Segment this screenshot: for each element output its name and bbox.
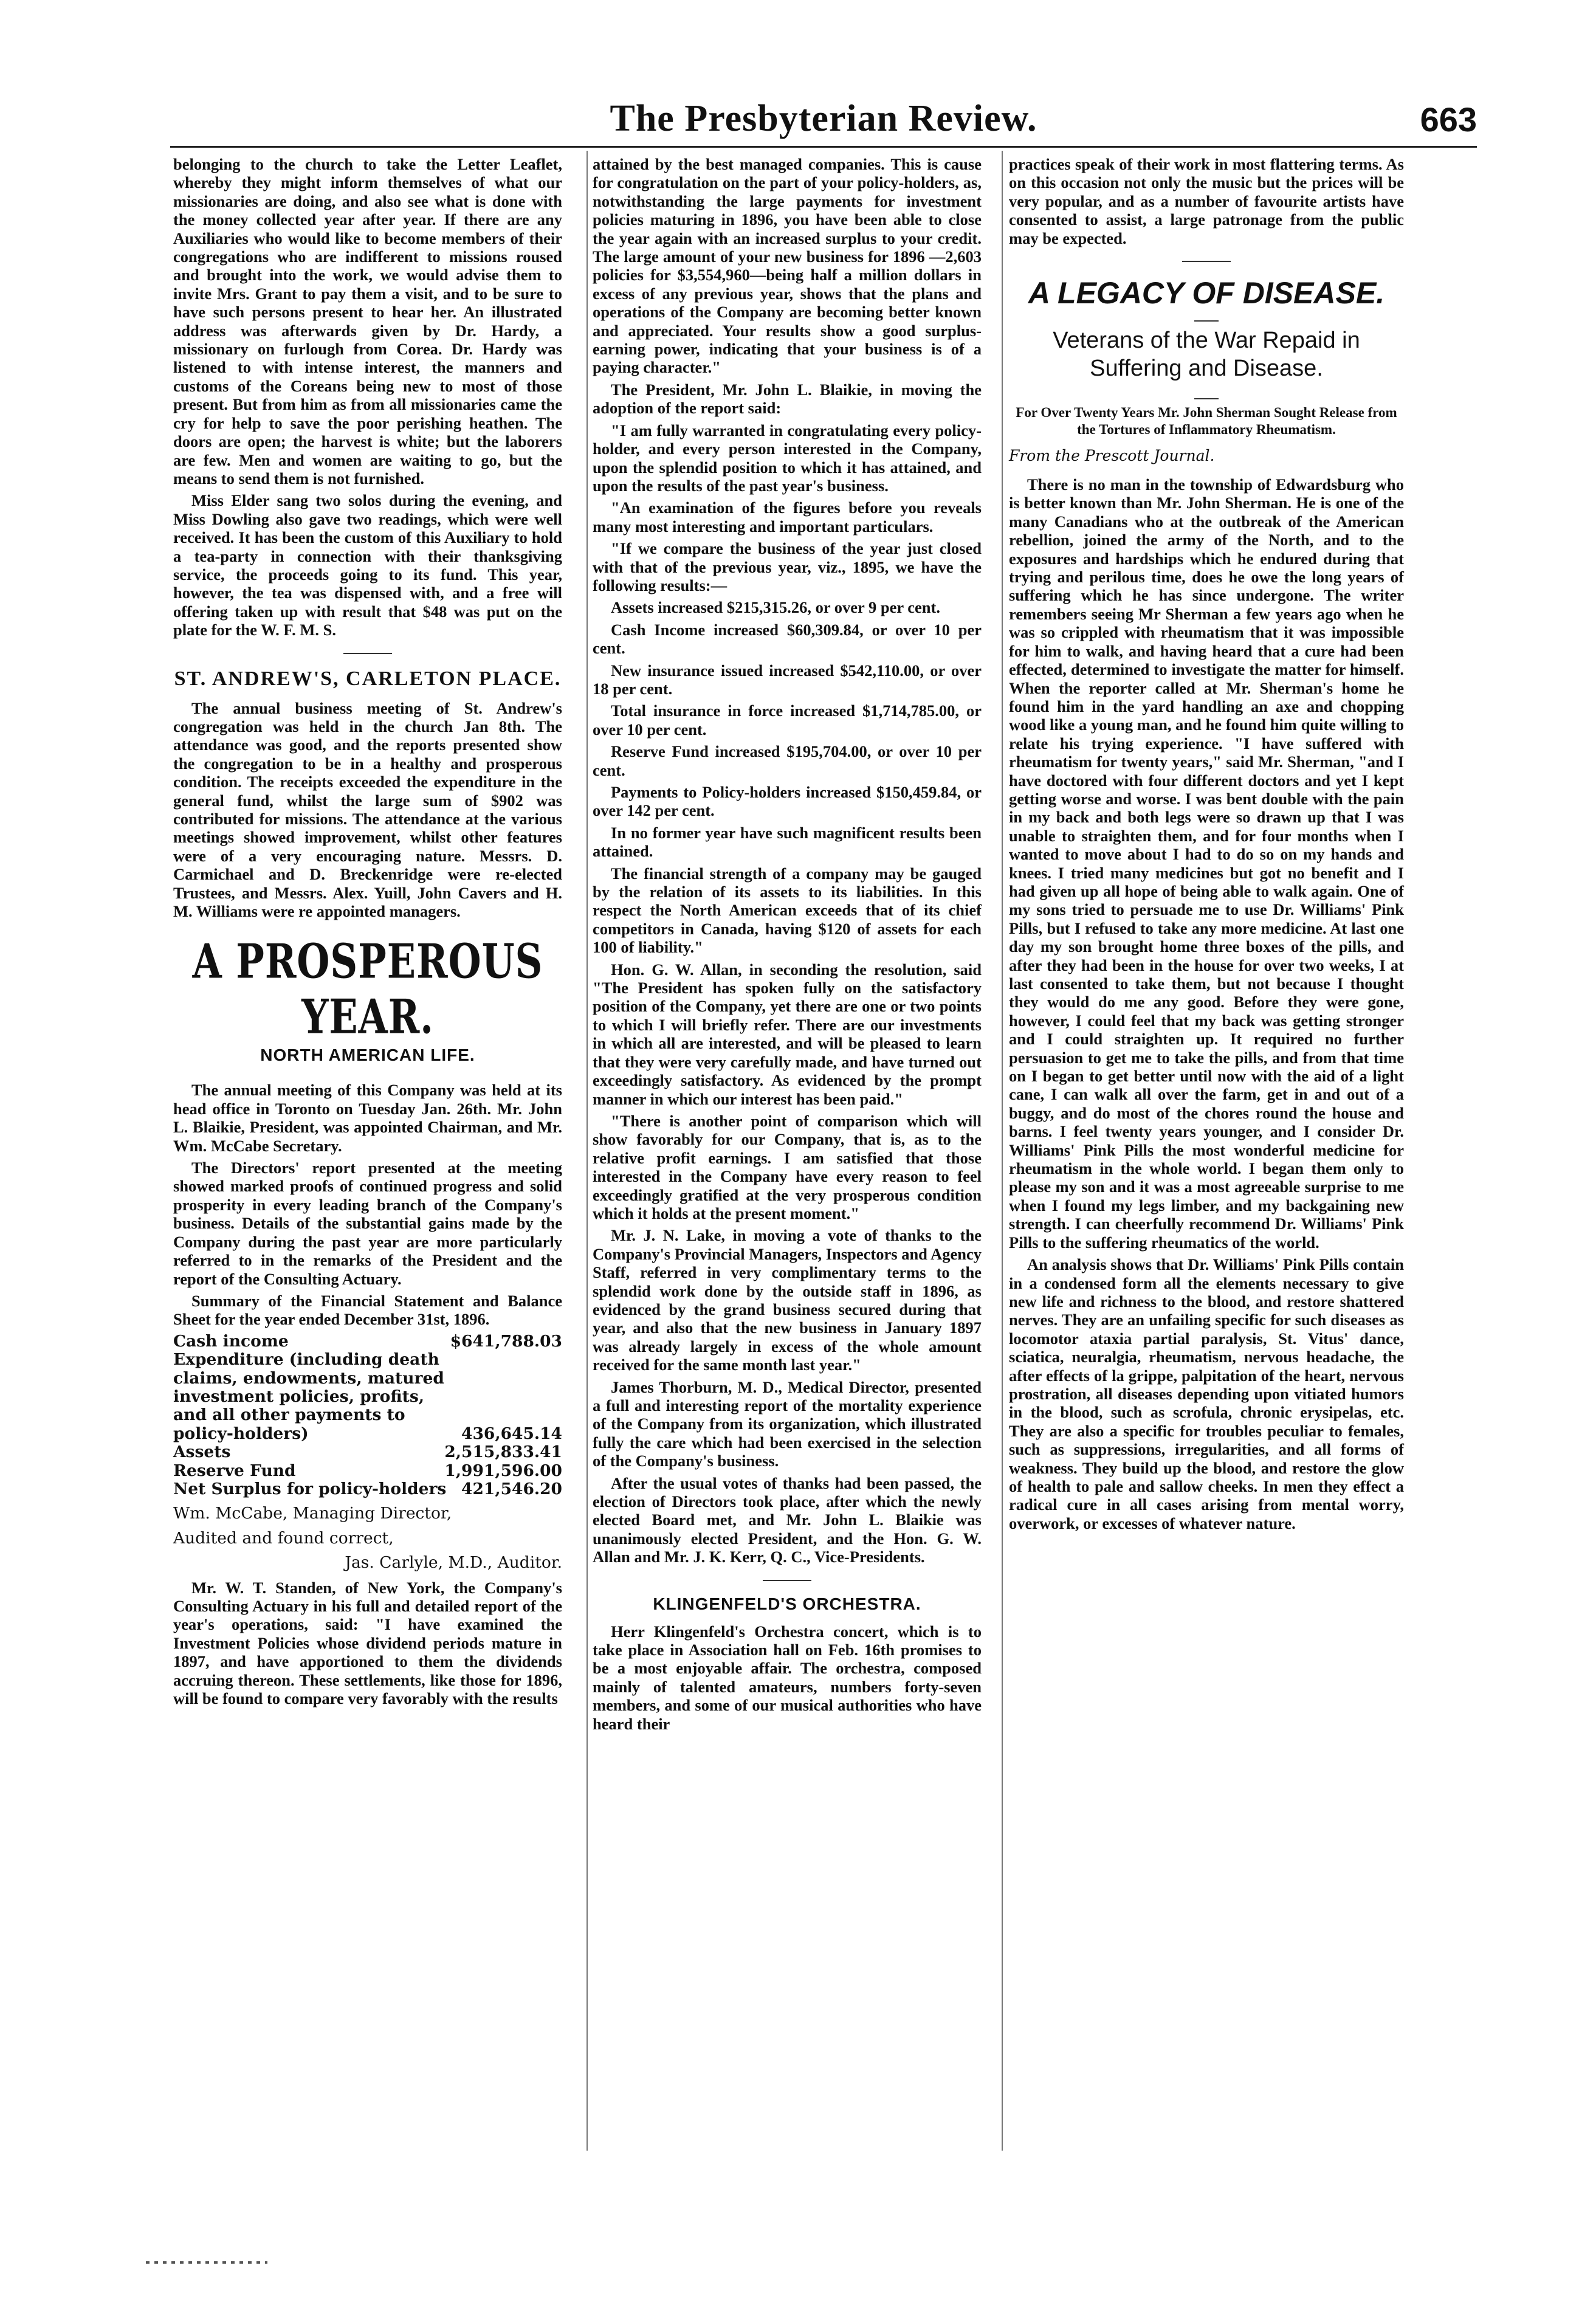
financial-row — [173, 1480, 562, 1498]
article-paragraph: Summary of the Financial Statement and Balance Sheet for the year ended December 31st, 1896. — [173, 1291, 562, 1329]
financial-summary — [173, 1332, 562, 1499]
financial-label: Net Surplus for policy-holders — [173, 1479, 447, 1498]
article-paragraph: There is no man in the township of Edwardsburg who is better known than Mr. John Sherman. He is one of the many Canadians who at the outbreak of the American rebellion, joined the army of the North, and to the exposures and hardships which he endured during that trying and perilous time, does he owe the long years of suffering which he has since undergone. The writer remembers seeing Mr Sherman a few years ago when he was so crippled with rheumatism that it was impossible for him to walk, and having heard that a cure had been effected, determined to investigate the matter for himself. When the reporter called at Mr. Sherman's home he found him in the yard handling an axe and chopping wood like a young man, and he found him quite willing to relate his trying experience. "I have suffered with rheumatism for twenty years," said Mr. Sherman, "and I have doctored with four different doctors and yet I kept getting worse and worse. I was bent double with the pain in my back and both legs were so drawn up that I was unable to straighten them, and for four months when I wanted to move about I had to do so on my hands and knees. I tried many medicines but got no benefit and I had given up all hope of being able to walk again. One of my sons tried to persuade me to use Dr. Williams' Pink Pills, but I refused to take any more medicine. At last one day my son brought home three boxes of the pills, and after they had been in the house for over two weeks, I at last consented to take them, but not because I thought they would do me any good. Before they were gone, however, I could feel that my back was getting stronger and I could straighten up. It required no further persuasion to get me to take the pills, and from that time on I began to get better until now with the aid of a light cane, I can walk all over the farm, get in and out of a buggy, and do most of the chores round the house and barns. I feel twenty years younger, and I consider Dr. Williams' Pink Pills the most wonderful medicine for rheumatism in the whole world. I began them only to please my son and it was a most agreeable surprise to me when I found my legs limber, and my backgaining new strength. I can cheerfully recommend Dr. Williams' Pink Pills to the suffering rheumatics of the world. — [1009, 475, 1404, 1252]
article-paragraph: attained by the best managed companies. This is cause for congratulation on the part of your policy-holders, as, notwithstanding the large payments for investment policies maturing in 1896, you have been able to close the year again with an increased surplus to your credit. The large amount of your new business for 1896 —2,603 policies for $3,554,960—being half a million dollars in excess of any previous year, shows that the plans and operations of the Company are becoming better known and appreciated. Your results show a good surplus-earning power, indicating that your business is of a paying character." — [593, 155, 982, 377]
article-paragraph: The financial strength of a company may be gauged by the relation of its assets to its liabilities. In this respect the North American exceeds that of its chief competitors in Canada, having $120 of assets for each 100 of liability." — [593, 864, 982, 957]
article-paragraph: Mr. W. T. Standen, of New York, the Company's Consulting Actuary in his full and detailed report of the year's operations, said: "I have examined the Investment Policies whose dividend periods mature in 1897, and have apportioned to them the dividends accruing thereon. These settlements, like those for 1896, will be found to compare very favorably with the results — [173, 1578, 562, 1708]
column-3 — [1009, 155, 1404, 1536]
financial-label: Assets — [173, 1442, 231, 1462]
section-divider — [343, 653, 392, 654]
financial-label: Cash income — [173, 1331, 289, 1351]
article-paragraph: The annual business meeting of St. Andrew's congregation was held in the church Jan 8th. The attendance was good, and the reports presented show the congregation to be in a healthy and prosperous condition. The receipts exceeded the expenditure in the general fund, whilst the large sum of $902 was contributed for missions. The attendance at the various meetings showed improvement, whilst other features were of a very encouraging nature. Messrs. D. Carmichael and D. Breckenridge were re-elected Trustees, and Messrs. Alex. Yuill, John Cavers and H. M. Williams were re appointed managers. — [173, 698, 562, 921]
article-paragraph: The Directors' report presented at the meeting showed marked proofs of continued progress and solid prosperity in every leading branch of the Company's business. Details of the substantial gains made by the Company during the past year are more particularly referred to in the remarks of the President and the report of the Consulting Actuary. — [173, 1159, 562, 1288]
section-divider — [1194, 320, 1219, 322]
article-paragraph: "There is another point of comparison which will show favorably for our Company, that is, as to the relative profit earnings. I am satisfied that those interested in the Company have every reason to feel exceedingly gratified at the very prosperous condition which it holds at the present moment." — [593, 1111, 982, 1222]
article-paragraph: Assets increased $215,315.26, or over 9 per cent. — [611, 598, 940, 617]
financial-label: Reserve Fund — [173, 1461, 296, 1480]
article-subdeck: For Over Twenty Years Mr. John Sherman Sought Release from the Tortures of Inflammatory Rheumatism. — [1016, 405, 1397, 438]
financial-label: Expenditure (including death claims, endowments, matured investment policies, profits, and all other payments to policy-holders) — [173, 1350, 444, 1443]
section-divider — [763, 1580, 811, 1581]
article-paragraph: Payments to Policy-holders increased $150,459.84, or over 142 per cent. — [593, 783, 982, 820]
heading-standrews: ST. ANDREW'S, CARLETON PLACE. — [174, 667, 562, 690]
article-paragraph: "I am fully warranted in congratulating every policy-holder, and every person interested in the Company, upon the splendid position to which it has attained, and upon the results of the past year's business. — [593, 421, 982, 495]
column-rule — [1002, 151, 1003, 2151]
financial-value: 421,546.20 — [461, 1479, 562, 1498]
publication-title: The Presbyterian Review. — [610, 98, 1037, 139]
print-artifact — [146, 2261, 267, 2264]
financial-row — [173, 1351, 562, 1443]
article-paragraph: Reserve Fund increased $195,704.00, or over 10 per cent. — [593, 742, 982, 779]
column-1 — [173, 155, 562, 1711]
article-paragraph: Total insurance in force increased $1,714,785.00, or over 10 per cent. — [593, 701, 982, 739]
financial-row — [173, 1443, 562, 1461]
section-divider — [1194, 398, 1219, 399]
article-source: From the Prescott Journal. — [1009, 447, 1215, 465]
article-paragraph: "An examination of the figures before you reveals many most interesting and important particulars. — [593, 498, 982, 536]
article-paragraph: Miss Elder sang two solos during the evening, and Miss Dowling also gave two readings, which were well received. It has been the custom of this Auxiliary to hold a tea-party in connection with their thanksgiving service, the proceeds going to its fund. This year, however, the tea was dispensed with, and a free will offering taken up with result that $48 was put on the plate for the W. F. M. S. — [173, 491, 562, 639]
page-number: 663 — [1420, 100, 1477, 139]
heading-orchestra: KLINGENFELD'S ORCHESTRA. — [653, 1594, 921, 1613]
article-paragraph: belonging to the church to take the Letter Leaflet, whereby they might inform themselves of what our missionaries are doing, and also see what is done with the money collected year after year. If there are any Auxiliaries who would like to become members of their congregations who are indifferent to missions roused and brought into the work, we would advise them to invite Mrs. Grant to pay them a visit, and to be sure to have such persons present to hear her. An illustrated address was afterwards given by Dr. Hardy, a missionary on furlough from Corea. Dr. Hardy was listened to with intense interest, the manners and customs of the Coreans being new to most of those present. But from him as from all missionaries came the cry for help to save the poor perishing heathen. The doors are open; the harvest is white; but the laborers are few. Men and women are waiting to go, but the means to send them is not furnished. — [173, 155, 562, 488]
article-paragraph: Cash Income increased $60,309.84, or over 10 per cent. — [593, 620, 982, 658]
financial-value: $641,788.03 — [450, 1331, 562, 1351]
article-paragraph: An analysis shows that Dr. Williams' Pink Pills contain in a condensed form all the elements necessary to give new life and richness to the blood, and restore shattered nerves. They are an unfailing specific for such diseases as locomotor ataxia partial paralysis, St. Vitus' dance, sciatica, neuralgia, rheumatism, nervous headache, the after effects of la grippe, palpitation of the heart, nervous prostration, all diseases depending upon vitiated humors in the blood, such as scrofula, chronic erysipelas, etc. They are also a specific for troubles peculiar to females, such as suppressions, irregularities, and all forms of weakness. They build up the blood, and restore the glow of health to pale and sallow cheeks. In men they effect a radical cure in all cases arising from mental worry, overwork, or excesses of whatever nature. — [1009, 1255, 1404, 1532]
financial-row — [173, 1462, 562, 1480]
column-rule — [586, 151, 588, 2151]
signature-line: Wm. McCabe, Managing Director, — [173, 1504, 452, 1523]
article-paragraph: Hon. G. W. Allan, in seconding the resolution, said "The President has spoken fully on the satisfactory position of the Company, yet there are one or two points to which I will briefly refer. There are our investments in which all are interested, and will be pleased to learn that they were very carefully made, and have turned out exceedingly satisfactory. As evidenced by the prompt manner in which our interest has been paid." — [593, 960, 982, 1108]
financial-value: 1,991,596.00 — [444, 1461, 562, 1480]
financial-value: 2,515,833.41 — [444, 1442, 562, 1462]
article-paragraph: After the usual votes of thanks had been passed, the election of Directors took place, after which the newly elected Board met, and Mr. John L. Blaikie was unanimously elected President, and the Hon. G. W. Allan and Mr. J. K. Kerr, Q. C., Vice-Presidents. — [593, 1473, 982, 1566]
article-paragraph: The President, Mr. John L. Blaikie, in moving the adoption of the report said: — [593, 380, 982, 418]
signature-line: Jas. Carlyle, M.D., Auditor. — [345, 1553, 562, 1573]
masthead — [170, 91, 1477, 148]
heading-prosperous-year: A PROSPEROUS YEAR. — [192, 934, 543, 1045]
article-paragraph: In no former year have such magnificent results been attained. — [593, 823, 982, 861]
subheading-north-american-life: NORTH AMERICAN LIFE. — [260, 1046, 475, 1065]
section-divider — [1182, 261, 1231, 262]
article-paragraph: Herr Klingenfeld's Orchestra concert, which is to take place in Association hall on Feb. 16th promises to be a most enjoyable affair. The orchestra, composed mainly of talented amateurs, numbers forty-seven members, and some of our musical authorities who have heard their — [593, 1622, 982, 1733]
article-paragraph: New insurance issued increased $542,110.00, or over 18 per cent. — [593, 661, 982, 698]
article-paragraph: practices speak of their work in most flattering terms. As on this occasion not only the music but the prices will be very popular, and as a number of favourite artists have consented to assist, a large patronage from the public may be expected. — [1009, 155, 1404, 247]
article-paragraph: Mr. J. N. Lake, in moving a vote of thanks to the Company's Provincial Managers, Inspectors and Agency Staff, referred in very complimentary terms to the splendid work done by the outside staff in 1896, as evidenced by the grand business secured during that year, and also that the new business in January 1897 was already largely in excess of the whole amount received for the same month last year." — [593, 1226, 982, 1374]
heading-legacy-of-disease: A LEGACY OF DISEASE. — [1028, 276, 1385, 311]
article-paragraph: The annual meeting of this Company was held at its head office in Toronto on Tuesday Jan. 26th. Mr. John L. Blaikie, President, was appointed Chairman, and Mr. Wm. McCabe Secretary. — [173, 1081, 562, 1155]
signature-line: Audited and found correct, — [173, 1528, 394, 1548]
article-deck: Veterans of the War Repaid in Suffering and Disease. — [1053, 328, 1360, 382]
financial-value: 436,645.14 — [461, 1424, 562, 1443]
article-paragraph: "If we compare the business of the year just closed with that of the previous year, viz., 1895, we have the following results:— — [593, 539, 982, 594]
article-paragraph: James Thorburn, M. D., Medical Director, presented a full and interesting report of the mortality experience of the Company from its organization, which illustrated fully the care which had been exercised in the selection of the Company's business. — [593, 1377, 982, 1470]
column-2 — [593, 155, 982, 1737]
financial-row — [173, 1332, 562, 1351]
